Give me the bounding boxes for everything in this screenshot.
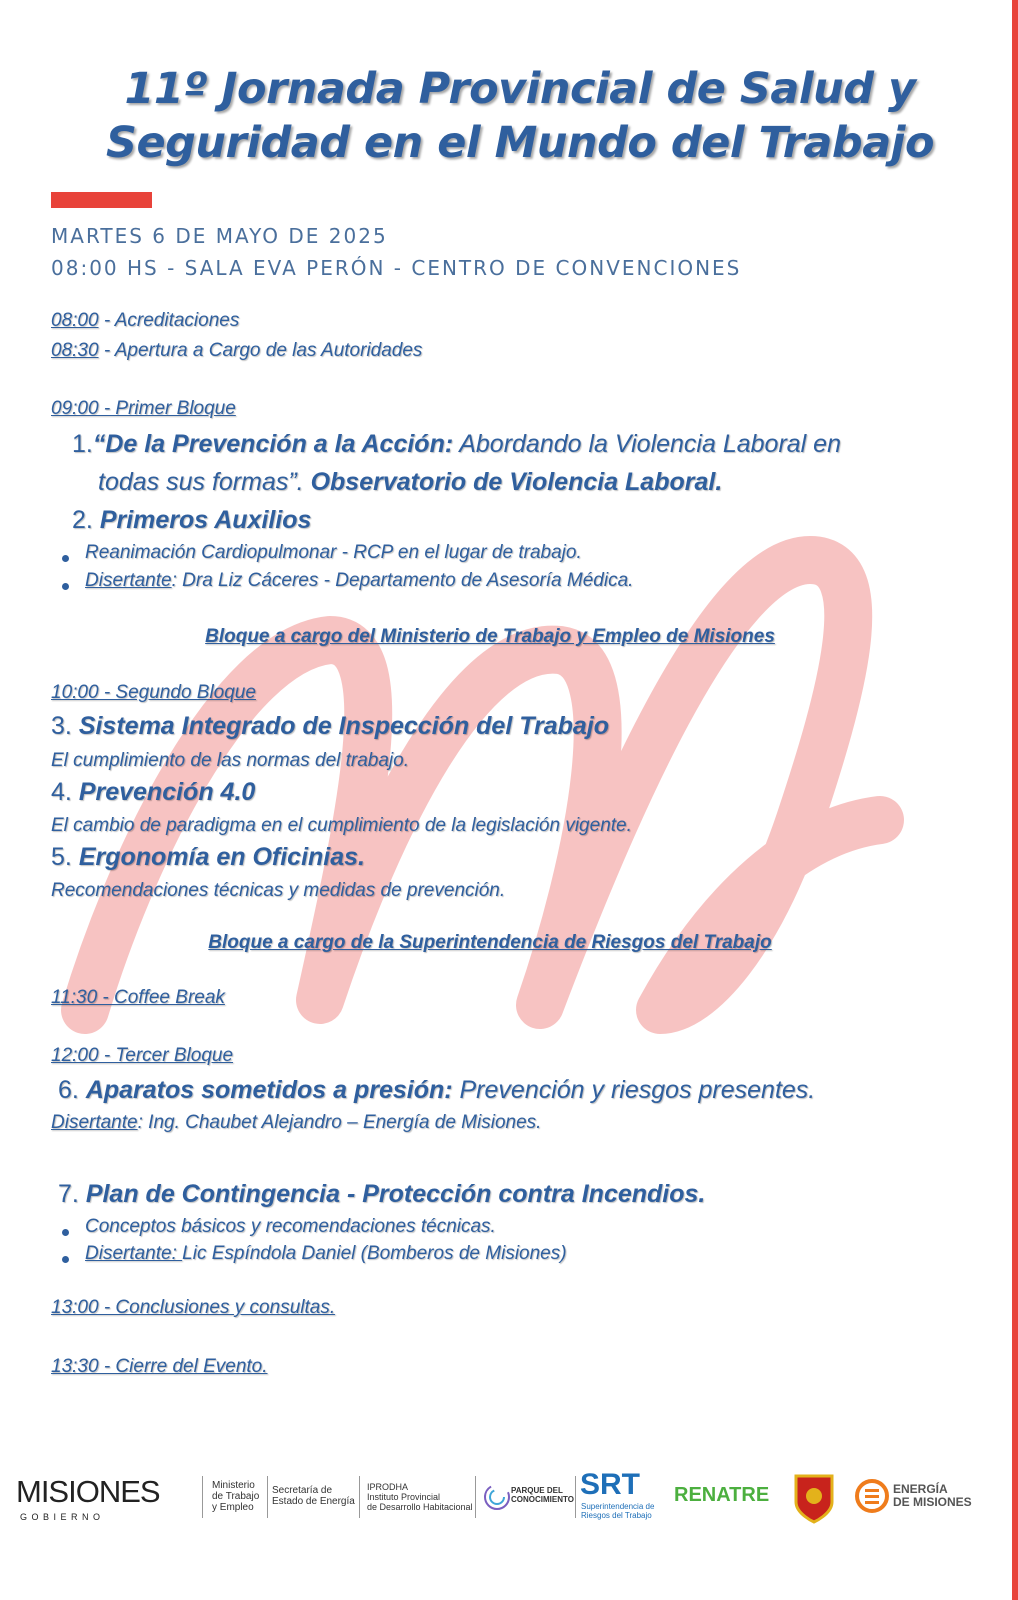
logo-divider [475,1476,476,1518]
item-3-title: Sistema Integrado de Inspección del Trabajo [78,712,610,740]
bullet-dot [62,1256,69,1263]
parque-conocimiento-logo [511,1486,574,1504]
segundo-bloque-heading: 10:00 - Segundo Bloque [51,682,256,703]
item-6 [58,1076,815,1105]
time-0830: 08:30 [51,340,99,361]
energia-l1: ENERGÍA [893,1482,948,1496]
bloque-2-note: Bloque a cargo de la Superintendencia de Riesgos del Trabajo [208,932,772,953]
item-7 [58,1180,705,1209]
item-3-number: 3. [51,712,72,740]
item-2-title: Primeros Auxilios [99,506,312,534]
bomberos-shield-icon [792,1472,836,1524]
item-2-bullet-2 [85,570,633,592]
misiones-logo-sub: G O B I E R N O [20,1512,102,1522]
ministerio-l3: y Empleo [212,1502,254,1513]
item-5-desc: Recomendaciones técnicas y medidas de prevención. [51,880,506,901]
item-3-desc: El cumplimiento de las normas del trabajo. [51,750,410,771]
acreditaciones-label: - Acreditaciones [98,310,240,331]
event-venue: 08:00 HS - SALA EVA PERÓN - CENTRO DE CONVENCIONES [51,256,742,280]
logo-divider [359,1476,360,1518]
iprodha-logo [367,1482,473,1512]
misiones-logo: MISIONES [16,1474,160,1509]
iprodha-l2: Instituto Provincial [367,1492,441,1502]
event-date: MARTES 6 DE MAYO DE 2025 [51,224,388,248]
item-6-number: 6. [58,1076,79,1104]
item-1-organizer: Observatorio de Violencia Laboral. [303,468,723,496]
speaker-label: Disertante [85,570,172,591]
schedule-apertura [51,340,422,362]
bloque-1-note: Bloque a cargo del Ministerio de Trabajo y Empleo de Misiones [205,626,775,647]
item-7-bullet-2 [85,1243,567,1265]
item-1-title: “De la Prevención a la Acción: [92,430,454,458]
secretaria-energia-logo [272,1485,355,1507]
item-6-speaker: : Ing. Chaubet Alejandro – Energía de Misiones. [137,1112,542,1133]
coffee-break: 11:30 - Coffee Break [51,987,225,1008]
item-4 [51,778,255,807]
parque-conocimiento-icon [482,1482,512,1512]
item-6-title: Aparatos sometidos a presión: [85,1076,453,1104]
parque-l1: PARQUE DEL [511,1486,563,1495]
schedule-acreditaciones [51,310,239,332]
item-1-continued [98,468,722,497]
title-line-2: Seguridad en el Mundo del Trabajo [105,118,934,168]
item-1-text: Abordando la Violencia Laboral en [453,430,841,458]
energia-l2: DE MISIONES [893,1495,972,1509]
item-2-bullet-1: Reanimación Cardiopulmonar - RCP en el lugar de trabajo. [85,542,582,563]
item-5-number: 5. [51,843,72,871]
iprodha-l3: de Desarrollo Habitacional [367,1502,473,1512]
energia-misiones-icon [854,1478,890,1514]
srt-logo: SRT [580,1468,640,1501]
item-4-title: Prevención 4.0 [78,778,256,806]
srt-l2: Riesgos del Trabajo [581,1511,652,1520]
ministerio-l2: de Trabajo [212,1491,260,1502]
srt-logo-sub [581,1502,654,1520]
item-5 [51,843,365,872]
item-1 [72,430,841,459]
item-4-desc: El cambio de paradigma en el cumplimiento de la legislación vigente. [51,815,632,836]
bullet-dot [62,1229,69,1236]
accent-bar [51,192,152,208]
logo-divider [267,1476,268,1518]
item-6-text: Prevención y riesgos presentes. [452,1076,816,1104]
ministerio-logo [212,1480,259,1513]
page-title [60,62,980,170]
speaker-label: Disertante [51,1112,138,1133]
apertura-label: - Apertura a Cargo de las Autoridades [98,340,423,361]
logo-divider [202,1476,203,1518]
ministerio-l1: Ministerio [212,1480,255,1491]
primer-bloque-heading: 09:00 - Primer Bloque [51,398,236,419]
secretaria-l2: Estado de Energía [272,1496,355,1507]
title-line-1: 11º Jornada Provincial de Salud y [124,64,916,114]
time-0800: 08:00 [51,310,99,331]
item-7-speaker: Lic Espíndola Daniel (Bomberos de Misiones) [182,1243,567,1264]
srt-l1: Superintendencia de [581,1502,655,1511]
logo-divider [575,1476,576,1518]
item-7-number: 7. [58,1180,79,1208]
item-6-speaker-line [51,1112,541,1134]
secretaria-l1: Secretaría de [272,1485,333,1496]
cierre: 13:30 - Cierre del Evento. [51,1356,268,1377]
item-4-number: 4. [51,778,72,806]
renatre-logo: RENATRE [674,1484,770,1506]
item-7-title: Plan de Contingencia - Protección contra Incendios. [85,1180,706,1208]
item-2-speaker: : Dra Liz Cáceres - Departamento de Asesoría Médica. [171,570,634,591]
item-2-number: 2. [72,506,93,534]
bullet-dot [62,583,69,590]
parque-l2: CONOCIMIENTO [511,1495,574,1504]
bullet-dot [62,555,69,562]
item-1-number: 1. [72,430,93,458]
iprodha-l1: IPRODHA [367,1482,409,1492]
right-edge-stripe [1012,0,1018,1600]
energia-misiones-logo [893,1483,972,1509]
item-3 [51,712,609,741]
sponsor-logos [10,1468,1000,1528]
tercer-bloque-heading: 12:00 - Tercer Bloque [51,1045,234,1066]
item-5-title: Ergonomía en Oficinias. [78,843,365,871]
conclusiones: 13:00 - Conclusiones y consultas. [51,1297,336,1318]
item-2 [72,506,311,535]
item-7-bullet-1: Conceptos básicos y recomendaciones técnicas. [85,1216,496,1237]
item-1-cont-text: todas sus formas”. [98,468,304,496]
event-info [51,220,741,284]
speaker-label: Disertante: [85,1243,183,1264]
